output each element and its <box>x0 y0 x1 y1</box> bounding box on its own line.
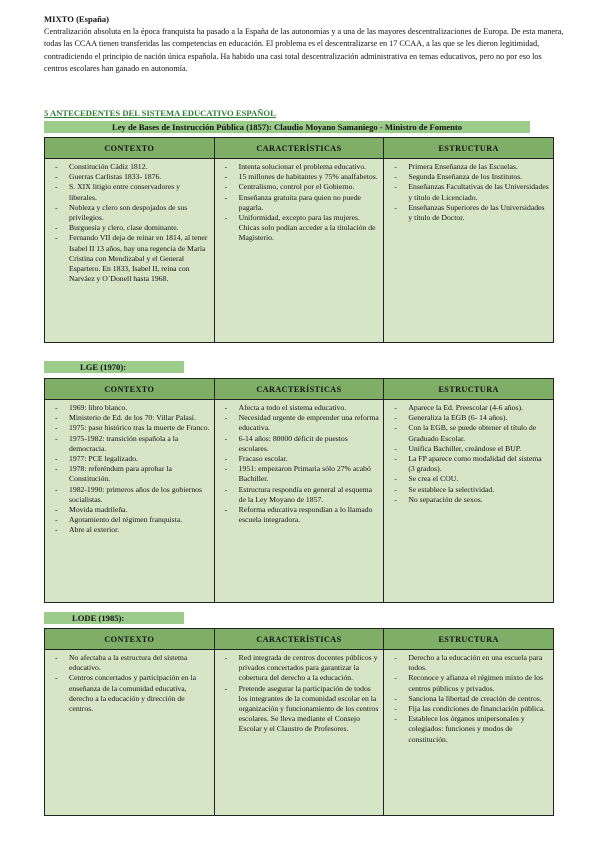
list-item: - Aparece la Ed. Preescolar (4-6 años). <box>390 403 549 413</box>
list-item: - Fracaso escolar. <box>221 454 380 464</box>
list-item: - Reforma educativa respondían a lo llamado escuela integradora. <box>221 505 380 525</box>
column-header-caracteristicas: CARACTERÍSTICAS <box>214 629 384 650</box>
cell-contexto <box>45 159 215 343</box>
list-item: - Centralismo, control por el Gobierno. <box>221 182 380 192</box>
list-item: - 1969: libro blanco. <box>51 403 210 413</box>
list-item: - 1982-1990: primeros años de los gobiernos socialistas. <box>51 485 210 505</box>
list-item: - Fernando VII deja de reinar en 1814, al tener Isabel II 13 años, hay una regencia de María Cristina con Mendizabal y el General Espartero. En 1833, Isabel II, reina con Narváez y O´Donell hasta 1968. <box>51 233 210 284</box>
table-lode <box>44 628 554 816</box>
bullet-list <box>390 162 549 223</box>
list-item: - Estructura respondía en general al esquema de la Ley Moyano de 1857. <box>221 485 380 505</box>
list-item: - 6-14 años: 80000 déficit de puestos escolares. <box>221 434 380 454</box>
list-item: - Derecho a la educación en una escuela para todos. <box>390 653 549 673</box>
intro-title: MIXTO (España) <box>44 14 110 24</box>
list-item: - Primera Enseñanza de las Escuelas. <box>390 162 549 172</box>
list-item: - Enseñanza gratuita para quien no puede pagarla. <box>221 193 380 213</box>
list-item: - Establece los órganos unipersonales y colegiados: funciones y modos de constitución. <box>390 714 549 745</box>
list-item: - Ministerio de Ed. de los 70: Villar Palasí. <box>51 413 210 423</box>
list-item: - Agotamiento del régimen franquista. <box>51 515 210 525</box>
list-item: - Se establece la selectividad. <box>390 485 549 495</box>
list-item: - Afecta a todo el sistema educativo. <box>221 403 380 413</box>
cell-caracteristicas <box>214 650 384 816</box>
list-item: - S. XIX litigio entre conservadores y liberales. <box>51 182 210 202</box>
list-item: - No afectaba a la estructura del sistema educativo. <box>51 653 210 673</box>
list-item: - 1951: empezaron Primaria sólo 27% acabó Bachiller. <box>221 464 380 484</box>
list-item: - Segunda Enseñanza de los Institutos. <box>390 172 549 182</box>
cell-caracteristicas <box>214 400 384 603</box>
list-item: - Pretende asegurar la participación de todos los integrantes de la comunidad escolar en la organización y funcionamiento de los centros escolares. Se lleva mediante el Consejo Escolar y el Claustro de Profesores. <box>221 684 380 735</box>
list-item: - Con la EGB, se puede obtener el título de Graduado Escolar. <box>390 423 549 443</box>
list-item: - Unifica Bachiller, creándose el BUP. <box>390 444 549 454</box>
list-item: - La FP aparece como modalidad del sistema (3 grados). <box>390 454 549 474</box>
list-item: - 1975-1982: transición española a la democracia. <box>51 434 210 454</box>
list-item: - Constitución Cádiz 1812. <box>51 162 210 172</box>
bullet-list <box>51 403 210 536</box>
list-item: - Generaliza la EGB (6- 14 años). <box>390 413 549 423</box>
bullet-list <box>390 403 549 505</box>
list-item: - Se crea el COU. <box>390 474 549 484</box>
table-moyano <box>44 137 554 343</box>
list-item: - No separación de sexos. <box>390 495 549 505</box>
column-header-estructura: ESTRUCTURA <box>384 138 554 159</box>
list-item: - 1975: paso histórico tras la muerte de Franco. <box>51 423 210 433</box>
list-item: - Enseñanzas Facultativas de las Universidades y título de Licenciado. <box>390 182 549 202</box>
cell-contexto <box>45 650 215 816</box>
cell-caracteristicas <box>214 159 384 343</box>
table-lge <box>44 378 554 603</box>
column-header-contexto: CONTEXTO <box>45 138 215 159</box>
bullet-list <box>390 653 549 745</box>
list-item: - 1977: PCE legalizado. <box>51 454 210 464</box>
intro-body: Centralización absoluta en la época franquista ha pasado a la España de las autonomías y a una de las mayores descentralizaciones de Europa. De esta manera, todas las CCAA tienen transferidas las competencias en educación. El problema es el descentralizarse en 17 CCAA, a las que se les dieron legitimidad, contradiciendo el principio de nación única española. Ha habido una casi total descentralización administrativa en temas educativos, pero no por eso los centros escolares han ganado en autonomía. <box>44 27 564 73</box>
list-item: - Nobleza y clero son despojados de sus privilegios. <box>51 203 210 223</box>
list-item: - Necesidad urgente de emprender una reforma educativa. <box>221 413 380 433</box>
column-header-estructura: ESTRUCTURA <box>384 629 554 650</box>
bullet-list <box>221 403 380 525</box>
list-item: - Fija las condiciones de financiación pública. <box>390 704 549 714</box>
column-header-caracteristicas: CARACTERÍSTICAS <box>214 379 384 400</box>
column-header-contexto: CONTEXTO <box>45 379 215 400</box>
cell-contexto <box>45 400 215 603</box>
list-item: - 1978: referéndum para aprobar la Constitución. <box>51 464 210 484</box>
law-title-lode: LODE (1985): <box>44 612 184 624</box>
list-item: - Abre al exterior. <box>51 525 210 535</box>
list-item: - Centros concertados y participación en la enseñanza de la comunidad educativa, derecho a la educación y dirección de centros. <box>51 673 210 714</box>
bullet-list <box>51 653 210 714</box>
list-item: - Burguesía y clero, clase dominante. <box>51 223 210 233</box>
list-item: - Movida madrileña. <box>51 505 210 515</box>
list-item: - 15 millones de habitantes y 75% analfabetos. <box>221 172 380 182</box>
bullet-list <box>221 653 380 735</box>
list-item: - Sanciona la libertad de creación de centros. <box>390 694 549 704</box>
list-item: - Reconoce y afianza el régimen mixto de los centros públicos y privados. <box>390 673 549 693</box>
bullet-list <box>221 162 380 244</box>
cell-estructura <box>384 159 554 343</box>
law-title-moyano: Ley de Bases de Instrucción Pública (1857): Claudio Moyano Samaniego - Ministro de Fomento <box>44 121 530 133</box>
cell-estructura <box>384 650 554 816</box>
cell-estructura <box>384 400 554 603</box>
list-item: - Enseñanzas Superiores de las Universidades y título de Doctor. <box>390 203 549 223</box>
list-item: - Uniformidad, excepto para las mujeres. Chicas solo podían acceder a la titulación de Magisterio. <box>221 213 380 244</box>
list-item: - Intenta solucionar el problema educativo. <box>221 162 380 172</box>
column-header-contexto: CONTEXTO <box>45 629 215 650</box>
column-header-caracteristicas: CARACTERÍSTICAS <box>214 138 384 159</box>
column-header-estructura: ESTRUCTURA <box>384 379 554 400</box>
list-item: - Guerras Carlistas 1833- 1876. <box>51 172 210 182</box>
section-heading: 5 ANTECEDENTES DEL SISTEMA EDUCATIVO ESPAÑOL <box>44 108 276 118</box>
law-title-lge: LGE (1970): <box>44 361 184 373</box>
bullet-list <box>51 162 210 284</box>
intro-block <box>44 13 564 75</box>
list-item: - Red integrada de centros docentes públicos y privados concertados para garantizar la cobertura del derecho a la educación. <box>221 653 380 684</box>
